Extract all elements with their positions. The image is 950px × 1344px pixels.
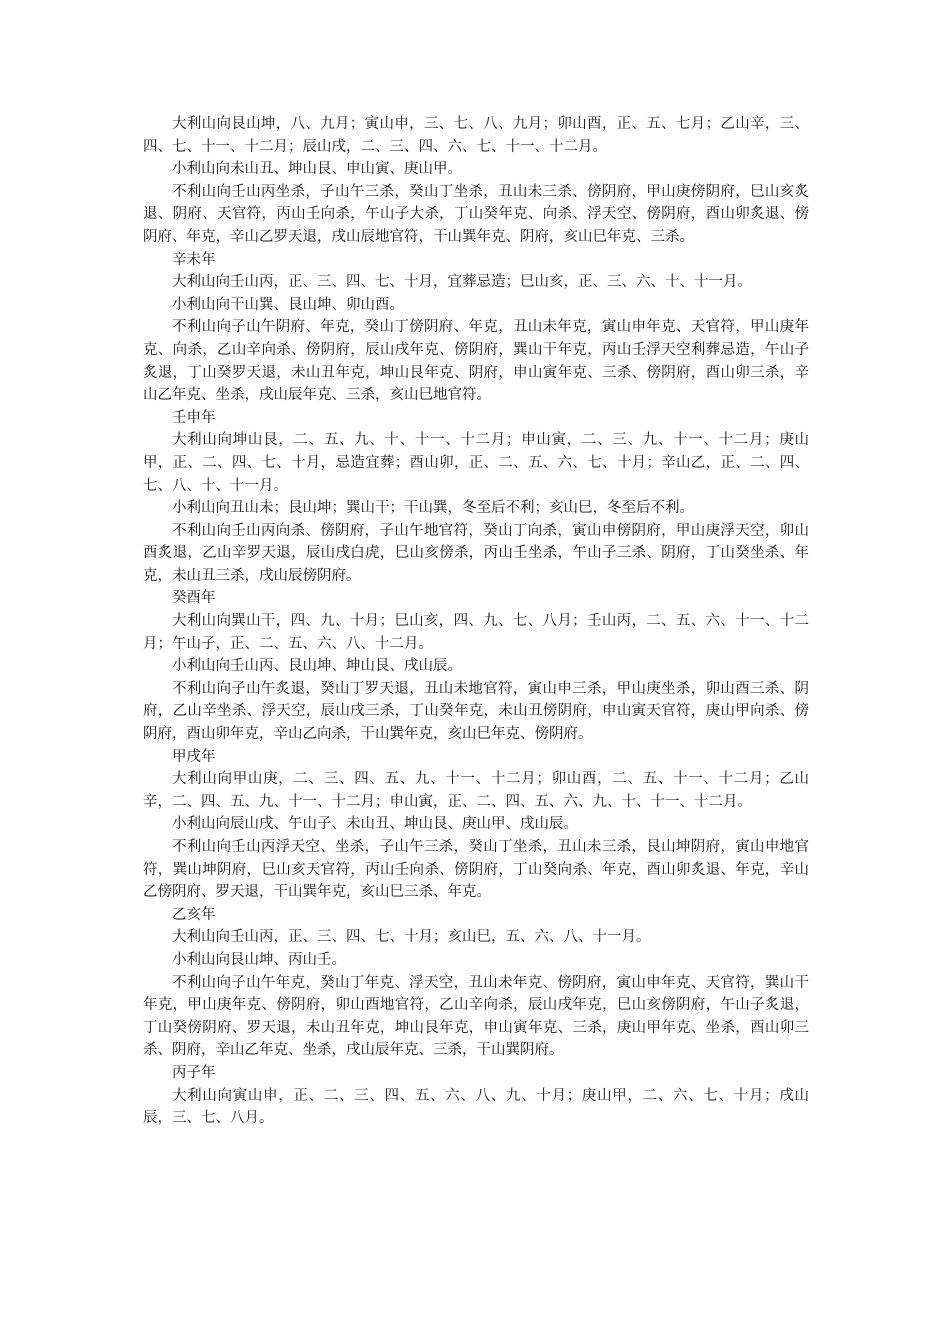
paragraph: 小利山向未山丑、坤山艮、申山寅、庚山甲。 <box>172 161 462 178</box>
paragraph: 不利山向子山午阴府、年克，癸山丁傍阴府、年克，丑山未年克，寅山申年克、天官符，甲山庚年克、向杀，乙山辛向杀、傍阴府，辰山戌年克、傍阴府，巽山干年克，丙山壬浮天空利葬忌造，午山子炙退，丁山癸罗天退，未山丑年克，坤山艮年克、阴府，申山寅年克、三杀、傍阴府，酉山卯三杀，辛山乙年克、坐杀，戌山辰年克、三杀，亥山巳地官符。 <box>143 319 809 404</box>
paragraph: 大利山向艮山坤，八、九月；寅山申，三、七、八、九月；卯山酉，正、五、七月；乙山辛，三、四、七、十一、十二月；辰山戌，二、三、四、六、七、十一、十二月。 <box>143 116 809 155</box>
year-heading: 癸酉年 <box>172 590 216 607</box>
document-body <box>143 113 809 1130</box>
paragraph: 不利山向子山午年克，癸山丁年克、浮天空，丑山未年克、傍阴府，寅山申年克、天官符，巽山干年克，甲山庚年克、傍阴府，卯山酉地官符，乙山辛向杀，辰山戌年克，巳山亥傍阴府，午山子炙退，丁山癸傍阴府、罗天退，未山丑年克，坤山艮年克，申山寅年克、三杀，庚山甲年克、坐杀，酉山卯三杀、阴府，辛山乙年克、坐杀，戌山辰年克、三杀，干山巽阴府。 <box>143 974 809 1059</box>
paragraph: 大利山向甲山庚，二、三、四、五、九、十一、十二月；卯山酉，二、五、十一、十二月；乙山辛，二、四、五、九、十一、十二月；申山寅，正、二、四、五、六、九、十、十一、十二月。 <box>143 771 809 810</box>
paragraph: 不利山向壬山丙浮天空、坐杀，子山午三杀，癸山丁坐杀，丑山未三杀，艮山坤阴府，寅山申地官符，巽山坤阴府，巳山亥天官符，丙山壬向杀、傍阴府，丁山癸向杀、年克，酉山卯炙退、年克，辛山乙傍阴府、罗天退，干山巽年克，亥山巳三杀、年克。 <box>143 839 809 901</box>
year-heading: 甲戌年 <box>172 748 216 765</box>
paragraph: 大利山向坤山艮，二、五、九、十、十一、十二月；申山寅，二、三、九、十一、十二月；庚山甲，正、二、四、七、十月，忌造宜葬；酉山卯，正、二、五、六、七、十月；辛山乙，正、二、四、七、八、十、十一月。 <box>143 432 809 494</box>
paragraph: 不利山向子山午炙退，癸山丁罗天退，丑山未地官符，寅山申三杀，甲山庚坐杀，卯山酉三杀、阴府，乙山辛坐杀、浮天空，辰山戌三杀，丁山癸年克，未山丑傍阴府，申山寅天官符，庚山甲向杀、傍阴府，酉山卯年克，辛山乙向杀，干山巽年克，亥山巳年克、傍阴府。 <box>143 680 809 743</box>
paragraph: 小利山向艮山坤、丙山壬。 <box>172 951 346 968</box>
paragraph: 小利山向壬山丙、艮山坤、坤山艮、戌山辰。 <box>172 658 462 675</box>
paragraph: 大利山向巽山干，四、九、十月；巳山亥，四、九、七、八月；壬山丙，二、五、六、十一、十二月；午山子，正、二、五、六、八、十二月。 <box>143 613 809 652</box>
year-heading: 乙亥年 <box>172 906 216 923</box>
paragraph: 大利山向寅山申，正、二、三、四、五、六、八、九、十月；庚山甲，二、六、七、十月；戌山辰，三、七、八月。 <box>143 1087 809 1127</box>
year-heading: 丙子年 <box>172 1064 216 1081</box>
paragraph: 小利山向干山巽、艮山坤、卯山酉。 <box>172 296 404 313</box>
paragraph: 不利山向壬山丙坐杀，子山午三杀，癸山丁坐杀，丑山未三杀、傍阴府，甲山庚傍阴府，巳山亥炙退、阴府、天官符，丙山壬向杀，午山子大杀，丁山癸年克、向杀、浮天空、傍阴府，酉山卯炙退、傍阴府、年克，辛山乙罗天退，戌山辰地官符，干山巽年克、阴府，亥山巳年克、三杀。 <box>143 183 809 245</box>
paragraph: 大利山向壬山丙，正、三、四、七、十月，宜葬忌造；巳山亥，正、三、六、十、十一月。 <box>172 274 752 291</box>
year-heading: 辛未年 <box>172 251 216 268</box>
paragraph: 小利山向丑山未；艮山坤；巽山干；干山巽，冬至后不利；亥山巳，冬至后不利。 <box>172 500 694 517</box>
paragraph: 不利山向壬山丙向杀、傍阴府，子山午地官符，癸山丁向杀，寅山申傍阴府，甲山庚浮天空，卯山酉炙退，乙山辛罗天退，辰山戌白虎，巳山亥傍杀，丙山壬坐杀，午山子三杀、阴府，丁山癸坐杀、年克，未山丑三杀，戌山辰傍阴府。 <box>143 522 809 584</box>
paragraph: 大利山向壬山丙，正、三、四、七、十月；亥山巳，五、六、八、十一月。 <box>172 929 651 946</box>
paragraph: 小利山向辰山戌、午山子、未山丑、坤山艮、庚山甲、戌山辰。 <box>172 816 578 833</box>
year-heading: 壬申年 <box>172 409 216 426</box>
